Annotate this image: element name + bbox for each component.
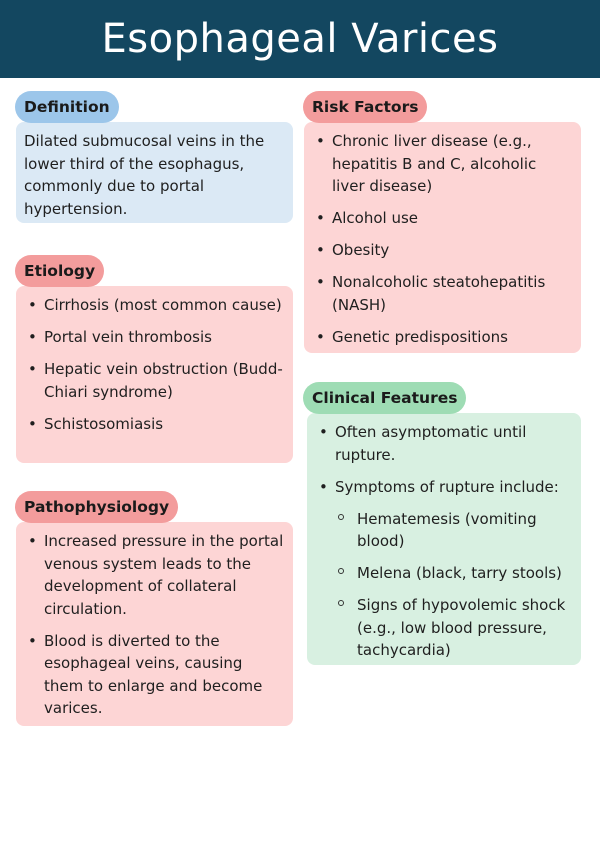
bullet-icon: • [316,241,325,259]
list-item: • Symptoms of rupture include: Hematemesis (vomiting blood) Melena (black, tarry stools) Signs of hypovolemic shock (e.g., low blood pressure, tachycardia) [315,476,573,662]
bullet-icon: • [319,423,328,441]
pathophysiology-list [24,530,285,720]
bullet-icon: • [316,209,325,227]
definition-label: Definition [24,98,110,116]
bullet-icon: • [28,631,37,650]
list-item: • Chronic liver disease (e.g., hepatitis B and C, alcoholic liver disease) [316,132,537,195]
etiology-list [24,294,285,435]
risk-factors-tag [303,91,427,123]
definition-tag [15,91,119,123]
clinical-features-label: Clinical Features [312,389,458,407]
definition-text: Dilated submucosal veins in the lower third of the esophagus, commonly due to portal hypertension. [24,132,265,218]
clinical-features-card [307,413,581,665]
list-item: • Schistosomiasis [24,413,285,436]
bullet-icon: • [28,328,37,346]
list-item: • Blood is diverted to the esophageal veins, causing them to enlarge and become varices. [28,631,263,717]
title-banner [0,0,600,78]
list-item: • Cirrhosis (most common cause) [24,294,285,317]
list-item: Hematemesis (vomiting blood) [335,508,573,553]
list-item: • Portal vein thrombosis [24,326,285,349]
bullet-icon: • [28,296,37,314]
circle-bullet-icon [338,600,344,606]
list-item: • Genetic predispositions [312,326,573,349]
pathophysiology-label: Pathophysiology [24,498,170,516]
list-item: Melena (black, tarry stools) [335,562,573,585]
list-item: • Nonalcoholic steatohepatitis (NASH) [316,273,546,314]
bullet-icon: • [28,532,37,550]
list-item: • Alcohol use [312,207,573,230]
pathophysiology-tag [15,491,178,523]
rupture-symptoms-list [335,508,573,662]
list-item: Signs of hypovolemic shock (e.g., low blood pressure, tachycardia) [335,594,573,662]
bullet-icon: • [316,327,325,346]
bullet-icon: • [28,360,37,378]
definition-card [16,122,293,223]
clinical-features-list [315,421,573,662]
pathophysiology-card [16,522,293,726]
bullet-icon: • [316,273,325,291]
bullet-icon: • [28,414,37,433]
list-item: • Obesity [312,239,573,262]
risk-factors-list [312,130,573,348]
list-item: • Hepatic vein obstruction (Budd-Chiari syndrome) [28,360,283,401]
bullet-icon: • [316,132,325,150]
circle-bullet-icon [338,568,344,574]
list-item: • Increased pressure in the portal venous system leads to the development of collateral circulation. [28,532,284,618]
risk-factors-label: Risk Factors [312,98,419,116]
list-item: • Often asymptomatic until rupture. [319,423,527,464]
risk-factors-card [304,122,581,353]
circle-bullet-icon [338,514,344,520]
clinical-features-tag [303,382,466,414]
etiology-card [16,286,293,463]
etiology-tag [15,255,104,287]
page-title: Esophageal Varices [101,16,499,62]
bullet-icon: • [319,477,328,496]
etiology-label: Etiology [24,262,96,280]
